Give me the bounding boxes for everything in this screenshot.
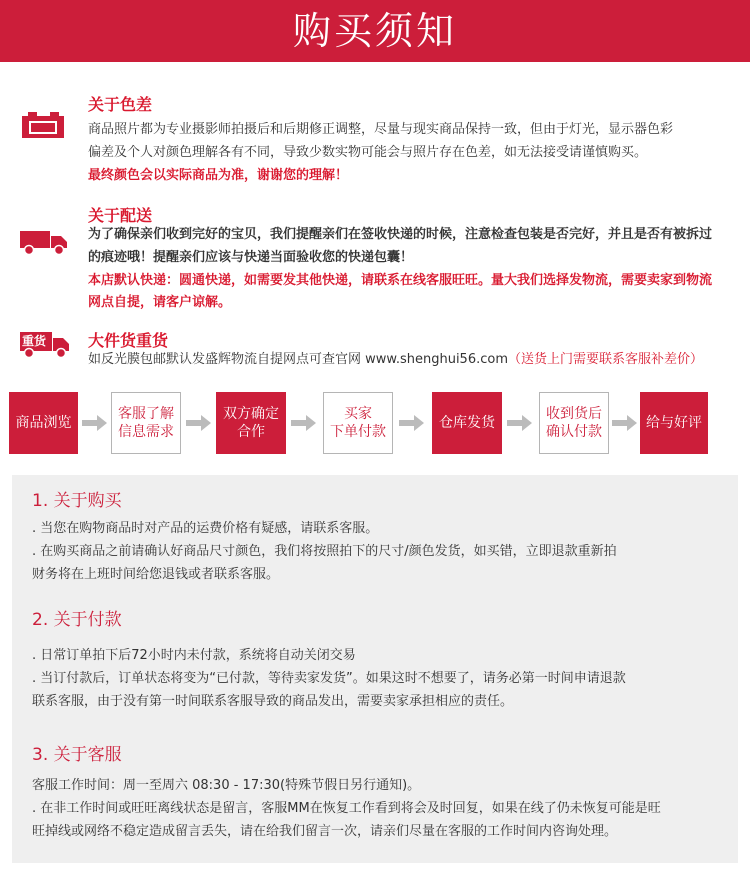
faq-text: 客服工作时间：周一至周六 08:30 - 17:30(特殊节假日另行通知)。: [32, 778, 421, 793]
page-title: 购买须知: [292, 9, 457, 53]
arrow-right-icon: [291, 414, 317, 432]
faq-text: . 在非工作时间或旺旺离线状态是留言，客服MM在恢复工作看到将会及时回复，如果在线了仍未恢复可能是旺: [32, 801, 661, 816]
arrow-right-icon: [186, 414, 212, 432]
faq-text: . 当您在购物商品时对产品的运费价格有疑感，请联系客服。: [32, 521, 379, 536]
section-note: 网点自提，请客户谅解。: [88, 295, 232, 310]
faq-panel: [12, 475, 738, 863]
faq-text: . 在购买商品之前请确认好商品尺寸颜色，我们将按照拍下的尺寸/颜色发货，如买错，立即退款重新拍: [32, 544, 617, 559]
heavy-goods-truck-icon: [18, 330, 72, 360]
arrow-right-icon: [82, 414, 108, 432]
delivery-truck-icon: [18, 227, 70, 257]
flow-step-review: 给与好评: [640, 392, 708, 454]
flow-step-order: 买家 下单付款: [323, 392, 393, 454]
heavy-goods-label: 重货: [22, 334, 47, 348]
flow-step-consult: 客服了解 信息需求: [111, 392, 181, 454]
flow-step-ship: 仓库发货: [432, 392, 502, 454]
faq-title-service: 3. 关于客服: [32, 745, 122, 765]
heavy-goods-line: [88, 349, 703, 371]
arrow-right-icon: [507, 414, 533, 432]
camera-icon: [20, 110, 68, 140]
section-title-color: 关于色差: [88, 95, 153, 114]
section-note: 最终颜色会以实际商品为准，谢谢您的理解！: [88, 168, 349, 183]
section-title-heavy: 大件货重货: [88, 331, 169, 350]
heavy-goods-note: （送货上门需要联系客服补差价）: [508, 352, 704, 367]
section-text: 商品照片都为专业摄影师拍摄后和后期修正调整，尽量与现实商品保持一致，但由于灯光，显示器色彩: [88, 122, 674, 137]
faq-title-purchase: 1. 关于购买: [32, 491, 122, 511]
faq-text: . 日常订单拍下后72小时内未付款，系统将自动关闭交易: [32, 648, 356, 663]
flow-step-confirm: 收到货后 确认付款: [539, 392, 609, 454]
flow-step-browse: 商品浏览: [9, 392, 78, 454]
section-title-delivery: 关于配送: [88, 206, 153, 225]
faq-text: 联系客服，由于没有第一时间联系客服导致的商品发出，需要卖家承担相应的责任。: [32, 694, 514, 709]
heavy-goods-text: 如反光膜包邮默认发盛辉物流自提网点可查官网 www.shenghui56.com: [88, 352, 508, 367]
section-note: 本店默认快递：圆通快递，如需要发其他快递，请联系在线客服旺旺。量大我们选择发物流，需要卖家到物流: [88, 273, 713, 288]
faq-text: . 当订付款后，订单状态将变为“已付款，等待卖家发货”。如果这时不想要了，请务必第一时间申请退款: [32, 671, 626, 686]
arrow-right-icon: [612, 414, 638, 432]
section-text: 的痕迹哦！提醒亲们应该与快递当面验收您的快递包囊！: [88, 250, 414, 265]
arrow-right-icon: [399, 414, 425, 432]
section-text: 为了确保亲们收到完好的宝贝，我们提醒亲们在签收快递的时候，注意检查包装是否完好，并且是否有被拆过: [88, 227, 713, 242]
faq-title-payment: 2. 关于付款: [32, 610, 122, 630]
section-text: 偏差及个人对颜色理解各有不同，导致少数实物可能会与照片存在色差，如无法接受请谨慎购买。: [88, 145, 648, 160]
faq-text: 旺掉线或网络不稳定造成留言丢失，请在给我们留言一次，请亲们尽量在客服的工作时间内咨询处理。: [32, 824, 618, 839]
header-banner: [0, 0, 750, 62]
flow-step-agree: 双方确定 合作: [216, 392, 286, 454]
faq-text: 财务将在上班时间给您退钱或者联系客服。: [32, 567, 280, 582]
